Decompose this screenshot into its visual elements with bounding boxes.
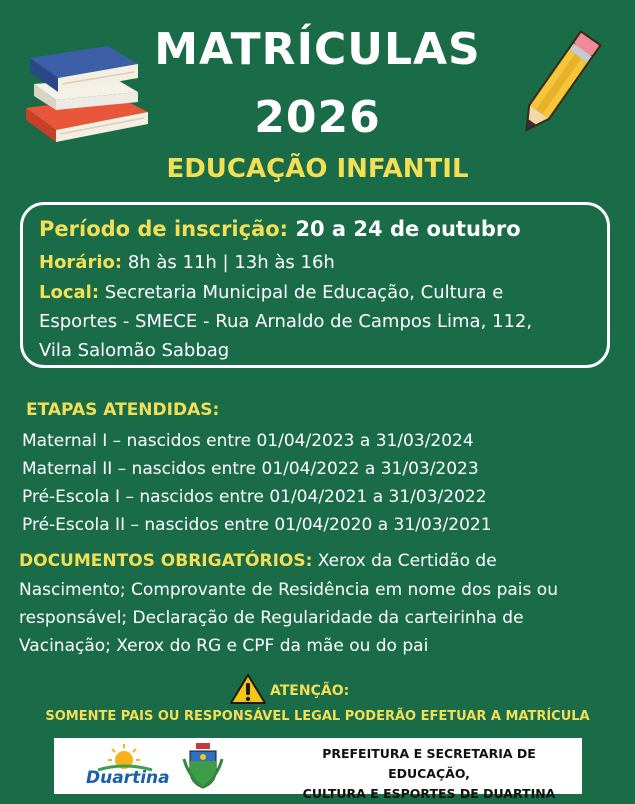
local-value-1: Secretaria Municipal de Educação, Cultura e xyxy=(104,282,504,303)
documentos-line-1 xyxy=(19,551,497,571)
local-line-2: Esportes - SMECE - Rua Arnaldo de Campos Lima, 112, xyxy=(39,311,533,332)
page-title-year: 2026 xyxy=(254,92,381,143)
footer-line-2: CULTURA E ESPORTES DE DUARTINA xyxy=(302,786,556,801)
documentos-label: DOCUMENTOS OBRIGATÓRIOS: xyxy=(19,551,313,571)
periodo-label: Período de inscrição: xyxy=(39,217,289,241)
brasao-icon xyxy=(182,741,224,791)
documentos-line-2: Nascimento; Comprovante de Residência em nome dos pais ou xyxy=(19,580,558,600)
local-label: Local: xyxy=(39,282,100,303)
documentos-text-1: Xerox da Certidão de xyxy=(317,551,497,571)
horario-label: Horário: xyxy=(39,252,123,273)
footer-line-1: PREFEITURA E SECRETARIA DE EDUCAÇÃO, xyxy=(322,746,536,781)
documentos-line-3: responsável; Declaração de Regularidade da carteirinha de xyxy=(19,608,524,628)
periodo-value: 20 a 24 de outubro xyxy=(295,217,521,241)
footer-text xyxy=(284,744,574,804)
atencao-title: ATENÇÃO: xyxy=(270,683,350,699)
page-title: MATRÍCULAS xyxy=(154,24,481,75)
aviso-text: SOMENTE PAIS OU RESPONSÁVEL LEGAL PODERÃO EFETUAR A MATRÍCULA xyxy=(45,709,590,724)
warning-icon xyxy=(230,674,266,704)
etapas-heading: ETAPAS ATENDIDAS: xyxy=(26,400,220,420)
etapa-item: Pré-Escola II – nascidos entre 01/04/2020 a 31/03/2021 xyxy=(22,515,492,535)
etapa-item: Maternal II – nascidos entre 01/04/2022 a 31/03/2023 xyxy=(22,459,479,479)
etapa-item: Maternal I – nascidos entre 01/04/2023 a 31/03/2024 xyxy=(22,431,474,451)
local-line-1 xyxy=(39,282,503,303)
etapa-item: Pré-Escola I – nascidos entre 01/04/2021 a 31/03/2022 xyxy=(22,487,487,507)
documentos-line-4: Vacinação; Xerox do RG e CPF da mãe ou do pai xyxy=(19,636,429,656)
periodo-line xyxy=(39,217,521,241)
local-line-3: Vila Salomão Sabbag xyxy=(39,340,230,361)
duartina-logo-text: Duartina xyxy=(86,768,170,788)
horario-value: 8h às 11h | 13h às 16h xyxy=(127,252,335,273)
footer-banner xyxy=(54,738,582,801)
horario-line xyxy=(39,252,335,273)
page-subtitle: EDUCAÇÃO INFANTIL xyxy=(166,154,469,184)
